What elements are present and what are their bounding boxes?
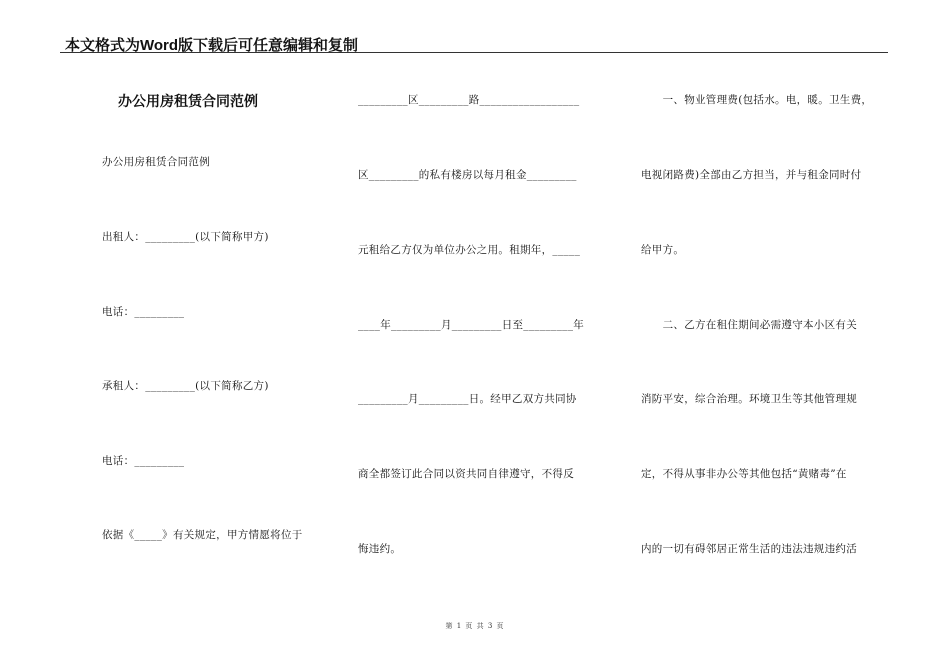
column1-line-4: 承租人：_________(以下简称乙方) bbox=[102, 380, 269, 392]
column2-line-6: 商全都签订此合同以资共同自律遵守，不得反 bbox=[358, 468, 574, 480]
column3-line-1: 一、物业管理费(包括水。电，暖。卫生费， bbox=[641, 94, 873, 106]
column2-line-7: 悔违约。 bbox=[358, 543, 402, 555]
column3-line-4: 二、乙方在租住期间必需遵守本小区有关 bbox=[641, 319, 857, 331]
page-number-footer: 第 1 页 共 3 页 bbox=[445, 622, 505, 630]
column3-line-6: 定，不得从事非办公等其他包括“黄赌毒”在 bbox=[641, 468, 847, 480]
column2-line-1: _________区_________路__________________ bbox=[358, 94, 580, 106]
column3-line-2: 电视闭路费)全部由乙方担当，并与租金同时付 bbox=[641, 169, 862, 181]
column3-line-7: 内的一切有碍邻居正常生活的违法违规违约活 bbox=[641, 543, 857, 555]
column2-line-4: ____年_________月_________日至_________年 bbox=[358, 319, 585, 331]
column1-line-3: 电话：_________ bbox=[102, 306, 185, 318]
column2-line-3: 元租给乙方仅为单位办公之用。租期年，_____ bbox=[358, 244, 581, 256]
document-title: 办公用房租赁合同范例 bbox=[118, 94, 258, 110]
column1-line-1: 办公用房租赁合同范例 bbox=[102, 156, 210, 168]
column2-line-2: 区_________的私有楼房以每月租金_________ bbox=[358, 169, 577, 181]
column3-line-5: 消防平安，综合治理。环境卫生等其他管理规 bbox=[641, 393, 857, 405]
column1-line-2: 出租人：_________(以下简称甲方) bbox=[102, 231, 269, 243]
column2-line-5: _________月_________日。经甲乙双方共同协 bbox=[358, 393, 577, 405]
column1-line-6: 依据《_____》有关规定，甲方情愿将位于 bbox=[102, 529, 303, 541]
download-banner-header: 本文格式为Word版下载后可任意编辑和复制 bbox=[65, 37, 359, 54]
column3-line-3: 给甲方。 bbox=[641, 244, 685, 256]
header-divider bbox=[60, 52, 888, 53]
column1-line-5: 电话：_________ bbox=[102, 455, 185, 467]
